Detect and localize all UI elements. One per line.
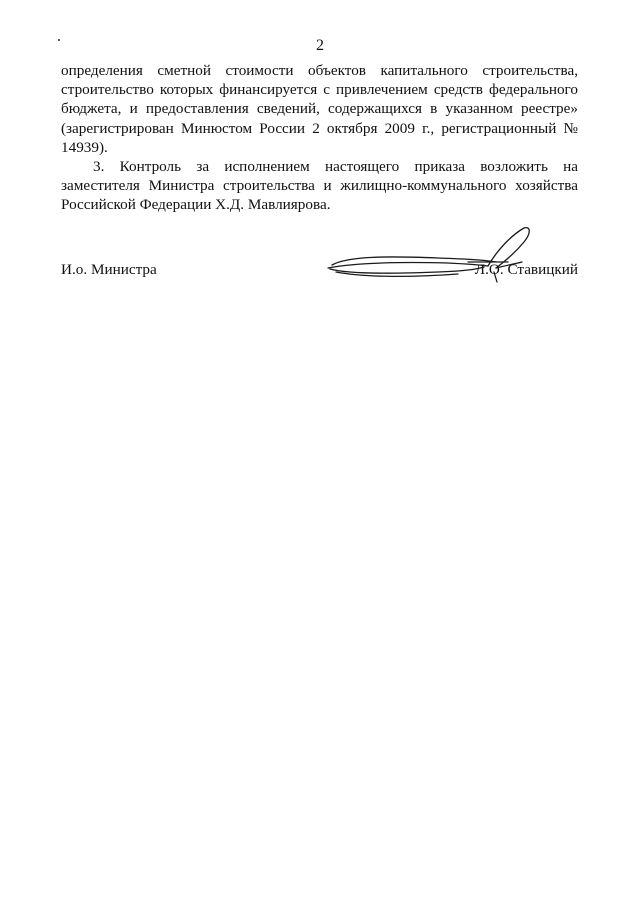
signer-name: Л.О. Ставицкий bbox=[474, 261, 578, 278]
signer-title: И.о. Министра bbox=[61, 261, 157, 278]
document-body bbox=[61, 61, 578, 215]
page-number: 2 bbox=[316, 37, 324, 54]
signature-row bbox=[61, 260, 578, 282]
paragraph-control-clause: 3. Контроль за исполнением настоящего приказа возложить на заместителя Министра строительства и жилищно-коммунального хозяйства Российской Федерации Х.Д. Мавлиярова. bbox=[61, 158, 578, 214]
paragraph-continuation: определения сметной стоимости объектов капитального строительства, строительство которых финансируется с привлечением средств федерального бюджета, и предоставления сведений, содержащихся в указанном реестре» (зарегистрирован Минюстом России 2 октября 2009 г., регистрационный № 14939). bbox=[61, 62, 578, 156]
